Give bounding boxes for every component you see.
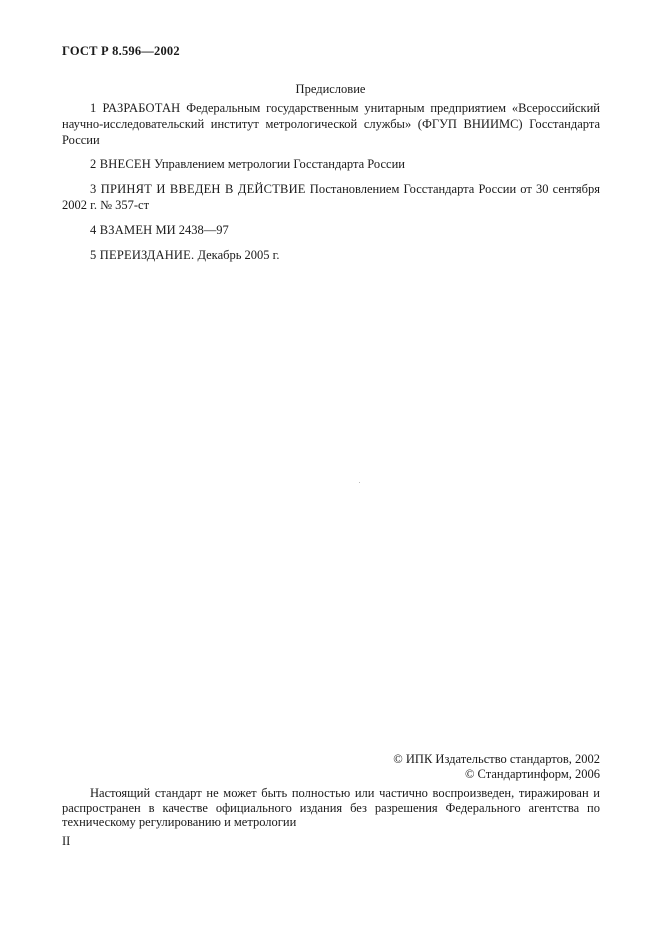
copyright-block [393,752,600,782]
item-label: 1 РАЗРАБОТАН [90,101,181,115]
copyright-line-1: © ИПК Издательство стандартов, 2002 [393,752,600,766]
item-text: Декабрь 2005 г. [194,248,280,262]
foreword-item-replaces [62,222,600,238]
scan-speck [359,482,360,483]
foreword-item-adopted [62,181,600,213]
item-label: 3 ПРИНЯТ И ВВЕДЕН В ДЕЙСТВИЕ [90,182,306,196]
foreword-item-introduced [62,156,600,172]
item-label: 5 ПЕРЕИЗДАНИЕ. [90,248,195,262]
item-text: Постановлением Госстандарта России от 30 сентября 2002 г. № 357-ст [62,182,600,212]
foreword-item-reissue [62,247,600,263]
page-title: Предисловие [295,82,366,96]
reproduction-notice: Настоящий стандарт не может быть полностью или частично воспроизведен, тиражирован и распространен в качестве официального издания без разрешения Федерального агентства по техническому регулированию и метрологии [62,786,600,829]
item-text: Федеральным государственным унитарным предприятием «Всероссийский научно-исследовательский институт метрологической службы» (ФГУП ВНИИМС) Госстандарта России [62,101,600,147]
copyright-line-2: © Стандартинформ, 2006 [464,767,600,781]
item-label: 2 ВНЕСЕН [90,157,151,171]
foreword-item-developed [62,100,600,148]
item-label: 4 ВЗАМЕН [90,223,153,237]
page-number: II [62,834,71,848]
standard-code: ГОСТ Р 8.596—2002 [62,44,180,58]
item-text: МИ 2438—97 [152,223,229,237]
item-text: Управлением метрологии Госстандарта России [150,157,405,171]
